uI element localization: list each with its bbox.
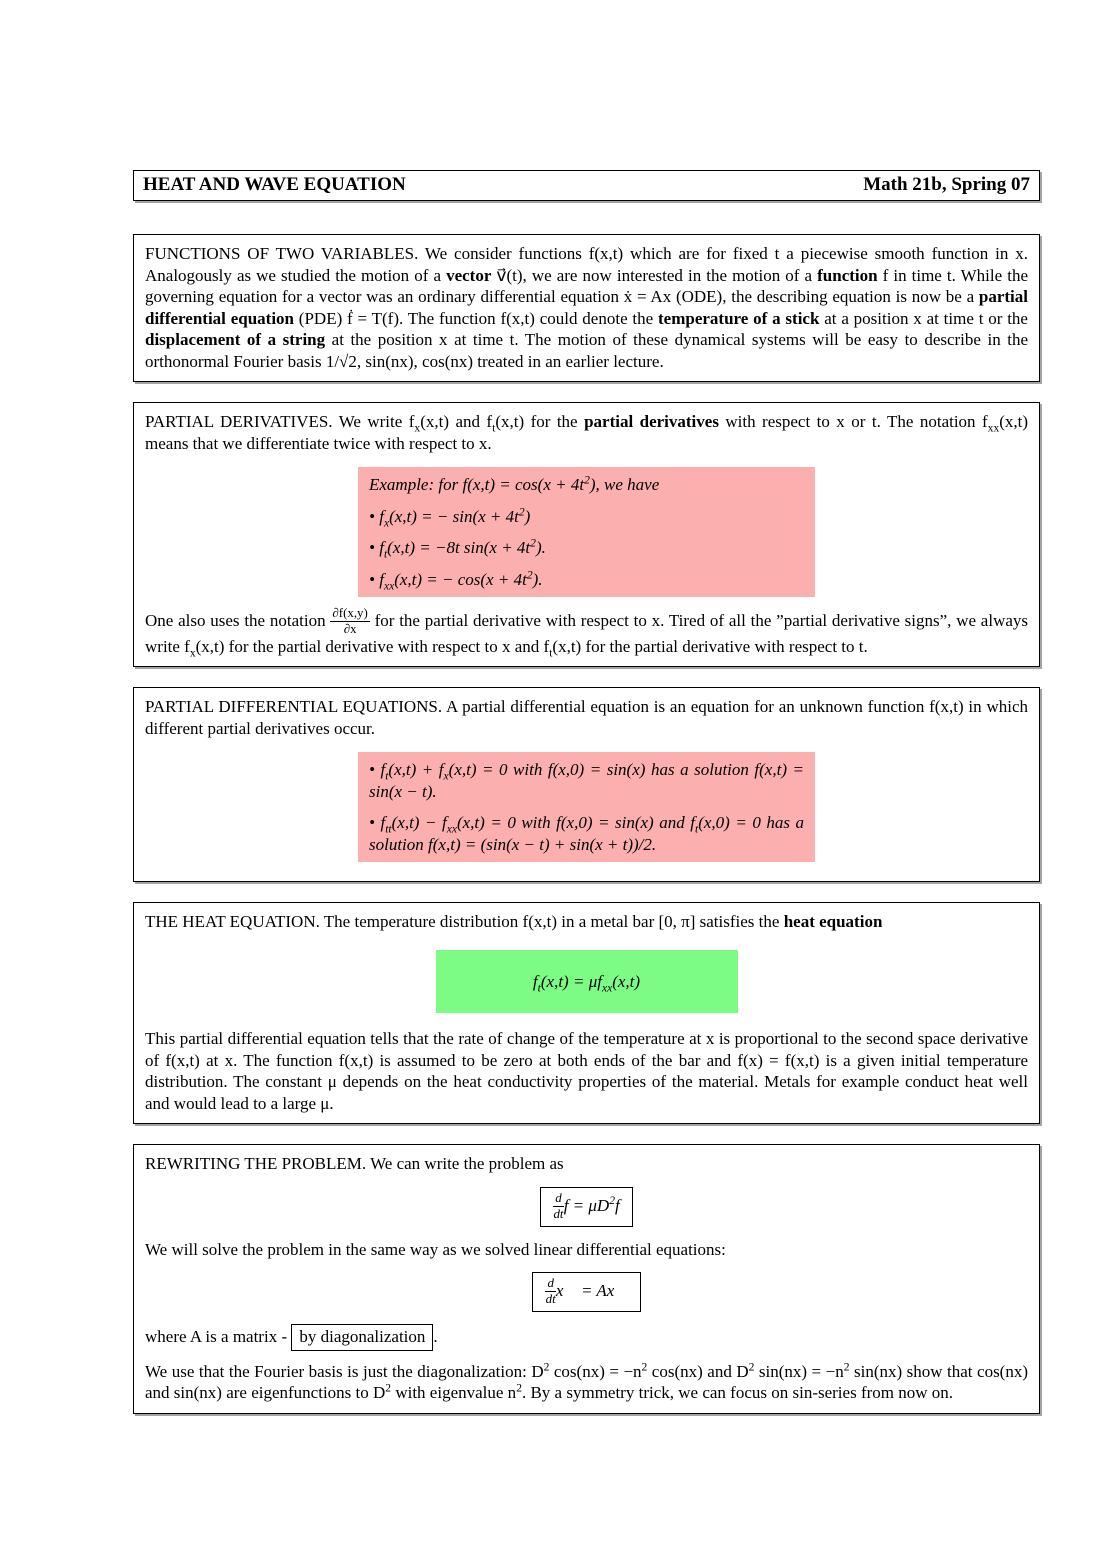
header — [133, 170, 1040, 201]
pde-bullet: • $f_t(x,t) + f_x(x,t) = 0$ with f(x,0) = sin(x) has a solution f(x,t) = sin(x − t). — [369, 760, 804, 801]
heat-equation: $f_t(x,t) = \mu f_{xx}(x,t)$ — [532, 971, 641, 995]
where-pre: where A is a matrix - — [145, 1327, 288, 1347]
functions-paragraph: FUNCTIONS OF TWO VARIABLES. We consider functions f(x,t) which are for fixed t a piecewise smooth function in x. Analogously as we studied the motion of a vector v⃗(t), we are now interested in the motion of a function f in time t. While the governing equation for a vector was an ordinary differential equation ẋ = Ax (ODE), the describing equation is now be a partial differential equation (PDE) ḟ = T(f). The function f(x,t) could denote the temperature of a stick at a position x at time t or the displacement of a string at the position x at time t. The motion of these dynamical systems will be easy to describe in the orthonormal Fourier basis 1/√2, sin(nx), cos(nx) treated in an earlier lecture. — [145, 244, 1028, 371]
heat-intro: THE HEAT EQUATION. The temperature distribution f(x,t) in a metal bar [0, π] satisfies the heat equation — [145, 912, 883, 932]
heat-equation-box — [436, 950, 738, 1014]
section-heat-equation — [133, 902, 1040, 1124]
section-partial-differential-equations — [133, 687, 1040, 882]
example-bullet: • $f_t(x,t) = -8t$ $\sin(x + 4t^2)$. — [369, 536, 546, 561]
rewriting-middle: We will solve the problem in the same way as we solved linear differential equations: — [145, 1239, 726, 1259]
section-functions-of-two-variables — [133, 234, 1040, 382]
equation1-row — [145, 1187, 1028, 1227]
rewriting-intro: REWRITING THE PROBLEM. We can write the problem as — [145, 1154, 564, 1174]
document-column — [133, 170, 1040, 1434]
section-rewriting-the-problem — [133, 1144, 1040, 1413]
pde-example-box — [358, 752, 815, 862]
rewriting-outro: We use that the Fourier basis is just the diagonalization: $D^2$ $\cos(nx) = -n^2$ cos(nx) and $D^2$ $\sin(nx) = -n^2$ sin(nx) show that cos(nx) and sin(nx) are eigenfunctions to $D^2$ with eigenvalue $n^2$. By a symmetry trick, we can focus on sin-series from now on. — [145, 1359, 1029, 1403]
by-diagonalization-box: by diagonalization — [291, 1324, 433, 1351]
partial-derivatives-example-box — [358, 467, 815, 597]
heat-outro: This partial differential equation tells that the rate of change of the temperature at x is proportional to the second space derivative of f(x,t) at x. The function f(x,t) is assumed to be zero at both ends of the bar and f(x) = f(x,t) is a given initial temperature distribution. The constant μ depends on the heat conductivity properties of the material. Metals for example conduct heat well and would lead to a large μ. — [145, 1029, 1028, 1113]
where-line — [145, 1324, 1028, 1351]
partial-derivatives-intro: PARTIAL DERIVATIVES. We write $f_x(x,t)$ and $f_t(x,t)$ for the partial derivatives with respect to x or t. The notation $f_{xx}(x,t)$ means that we differentiate twice with respect to x. — [145, 412, 1029, 453]
section-partial-derivatives — [133, 402, 1040, 667]
page-title: HEAT AND WAVE EQUATION — [143, 174, 406, 195]
pde-intro: PARTIAL DIFFERENTIAL EQUATIONS. A partial differential equation is an equation for an unknown function f(x,t) in which different partial derivatives occur. — [145, 697, 1028, 738]
course-label: Math 21b, Spring 07 — [863, 174, 1030, 195]
example-bullet: • $f_{xx}(x,t)$ = − $\cos(x + 4t^2)$. — [369, 567, 543, 592]
pde-bullet: • $f_{tt}(x,t) - f_{xx}(x,t) = 0$ with f(x,0) = sin(x) and $f_t(x,0) = 0$ has a solution f(x,t) = (sin(x − t) + sin(x + t))/2. — [369, 813, 804, 854]
where-post: . — [433, 1327, 438, 1347]
partial-derivatives-outro: One also uses the notation $\frac{\partial f(x,y)}{\partial x}$ for the partial derivative with respect to x. Tired of all the ”partial derivative signs”, we always write $f_x(x,t)$ for the partial derivative with respect to x and $f_t(x,t)$ for the partial derivative with respect to t. — [145, 605, 1029, 660]
example-title-line: Example: for $f(x,t) = \cos(x + 4t^2)$, we have — [369, 473, 660, 494]
equation1-box: $\frac{d}{dt}$ $f = \mu D^2f$ — [540, 1187, 632, 1227]
equation2-box: $\frac{d}{dt}$ x⃗ = Ax⃗ — [532, 1272, 640, 1312]
example-bullet: • $f_x(x,t)$ = − $\sin(x + 4t^2)$ — [369, 504, 531, 529]
equation2-row — [145, 1272, 1028, 1312]
